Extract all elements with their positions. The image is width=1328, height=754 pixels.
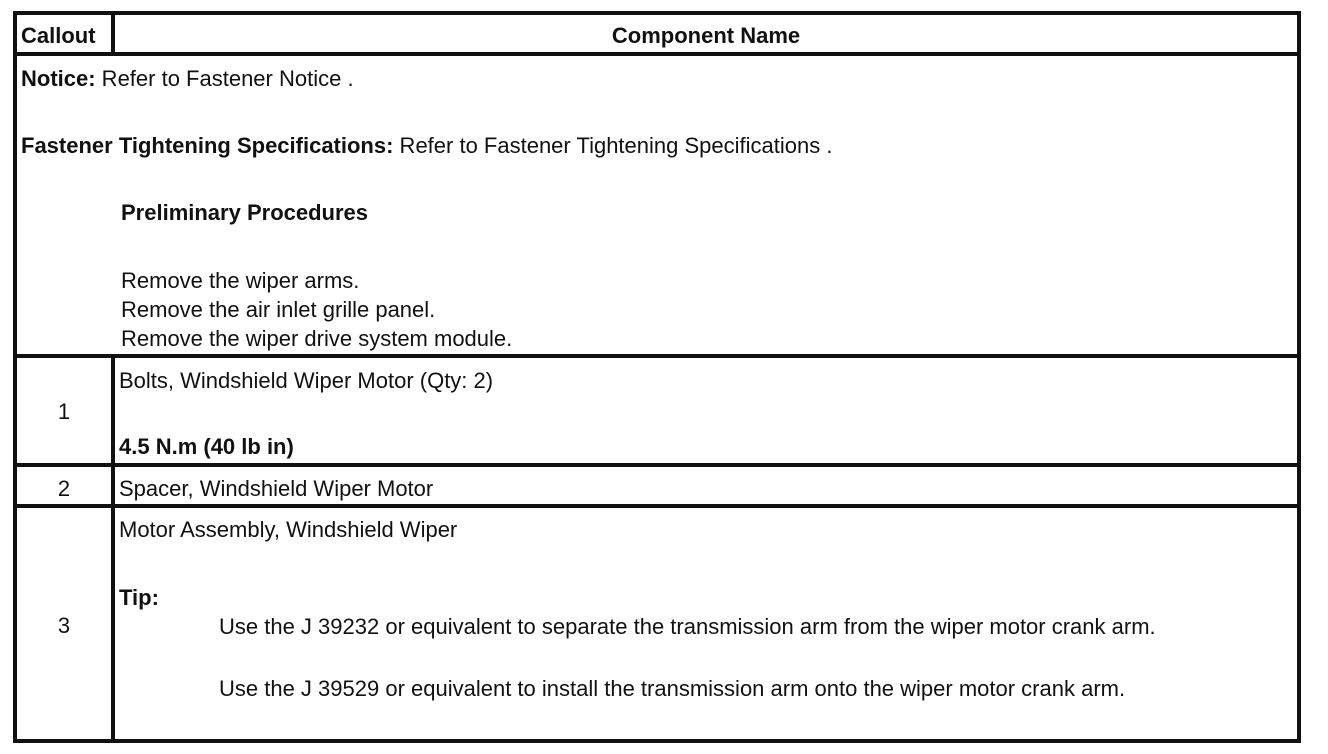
tip-text: Use the J 39232 or equivalent to separate the transmission arm from the wiper motor crank arm. — [219, 614, 1156, 639]
notice-line — [21, 66, 354, 92]
row-column-divider — [111, 504, 115, 739]
preliminary-step: Remove the air inlet grille panel. — [121, 297, 436, 322]
notes-divider — [17, 354, 1297, 358]
header-divider — [17, 52, 1297, 56]
row-callout: 1 — [57, 399, 71, 424]
row-divider — [17, 463, 1297, 467]
row-divider — [17, 504, 1297, 508]
row-callout: 2 — [57, 476, 71, 501]
row-column-divider — [111, 463, 115, 507]
preliminary-step: Remove the wiper arms. — [121, 268, 360, 293]
row-torque-spec: 4.5 N.m (40 lb in) — [119, 434, 294, 459]
tip-label: Tip: — [119, 585, 159, 610]
row-component-name: Bolts, Windshield Wiper Motor (Qty: 2) — [119, 368, 494, 393]
preliminary-step: Remove the wiper drive system module. — [121, 326, 513, 351]
row-component-name: Motor Assembly, Windshield Wiper — [119, 517, 458, 542]
row-column-divider — [111, 354, 115, 466]
notice-label: Notice: — [21, 66, 96, 91]
preliminary-heading: Preliminary Procedures — [121, 200, 369, 225]
row-component-name: Spacer, Windshield Wiper Motor — [119, 476, 434, 501]
notice-text: Refer to Fastener Notice . — [95, 66, 354, 91]
spec-line — [21, 133, 832, 159]
spec-label: Fastener Tightening Specifications: — [21, 133, 394, 158]
row-callout: 3 — [57, 613, 71, 638]
spec-text: Refer to Fastener Tightening Specifications . — [393, 133, 833, 158]
header-component-name: Component Name — [611, 23, 801, 48]
component-table — [13, 11, 1301, 743]
header-callout: Callout — [21, 23, 96, 48]
tip-text: Use the J 39529 or equivalent to install the transmission arm onto the wiper motor crank arm. — [219, 676, 1126, 701]
